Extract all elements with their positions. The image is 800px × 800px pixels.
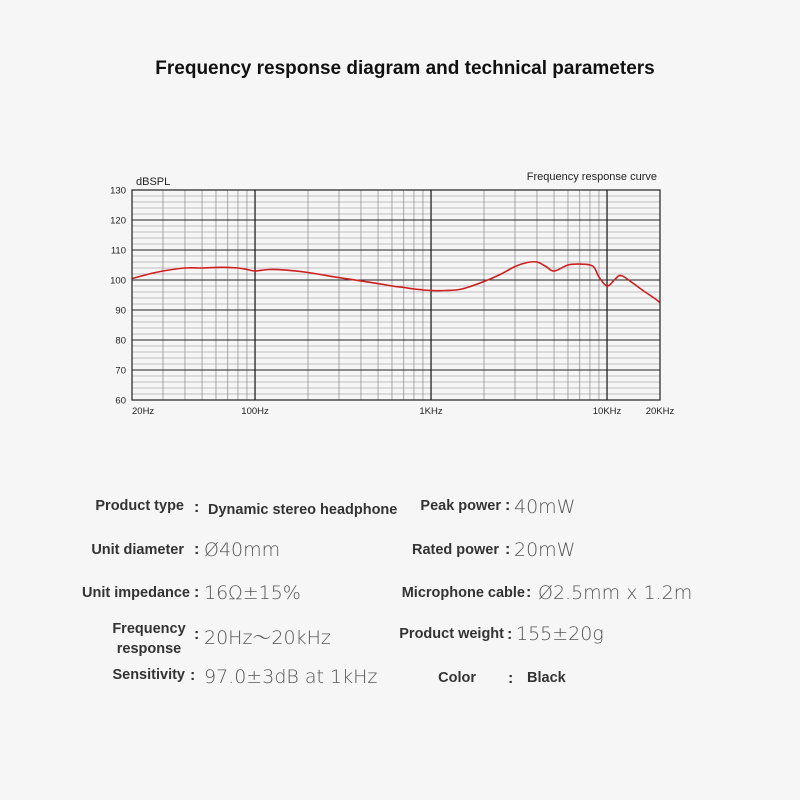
spec-label-unit-impedance: Unit impedance [82, 585, 190, 601]
spec-colon: : [505, 497, 511, 514]
x-tick-label: 100Hz [241, 406, 269, 417]
spec-value-product-type: Dynamic stereo headphone [208, 502, 398, 518]
y-tick-label: 80 [115, 335, 126, 347]
spec-label-frequency-response: Frequency response [112, 621, 186, 657]
x-tick-label: 1KHz [419, 406, 443, 417]
chart-title: Frequency response curve [526, 171, 657, 183]
spec-value-frequency-response: 20Hz～20kHz [204, 627, 331, 649]
spec-label-unit-diameter: Unit diameter [91, 542, 184, 558]
spec-colon: : [526, 584, 532, 601]
y-axis-label: dBSPL [136, 176, 171, 188]
page-title: Frequency response diagram and technical parameters [155, 58, 655, 79]
spec-value-product-weight: 155±20g [516, 623, 604, 645]
spec-value-sensitivity: 97.0±3dB at 1kHz [204, 666, 378, 688]
minor-grid [132, 190, 660, 400]
x-tick-label: 20KHz [645, 406, 675, 417]
spec-colon: : [505, 541, 511, 558]
plot-frame [132, 190, 660, 400]
y-tick-label: 130 [110, 185, 126, 197]
x-tick-labels [132, 406, 675, 417]
spec-colon: : [508, 670, 514, 687]
spec-colon: : [507, 626, 513, 643]
spec-label-color: Color [438, 670, 476, 686]
spec-colon: : [194, 541, 200, 558]
spec-colon: : [194, 584, 200, 601]
spec-label-microphone-cable: Microphone cable [401, 585, 525, 601]
spec-value-microphone-cable: Ø2.5mm x 1.2m [538, 582, 693, 604]
x-tick-label: 10KHz [592, 406, 622, 417]
spec-label-sensitivity: Sensitivity [112, 667, 185, 683]
y-tick-label: 100 [110, 275, 126, 287]
spec-value-peak-power: 40mW [514, 496, 576, 518]
y-tick-label: 110 [110, 245, 126, 257]
spec-colon: : [190, 667, 196, 684]
y-tick-labels [110, 186, 126, 407]
spec-colon: : [194, 499, 200, 516]
major-grid [132, 190, 660, 400]
spec-label-rated-power: Rated power [411, 542, 499, 558]
x-tick-label: 20Hz [132, 406, 155, 417]
y-tick-label: 60 [115, 395, 126, 407]
y-tick-label: 70 [115, 365, 126, 377]
spec-value-rated-power: 20mW [514, 539, 576, 561]
frequency-response-chart [0, 160, 800, 430]
spec-label-product-type: Product type [95, 498, 184, 514]
spec-value-unit-impedance: 16Ω±15% [204, 582, 301, 604]
spec-colon: : [194, 626, 200, 643]
spec-label-peak-power: Peak power [420, 498, 501, 514]
spec-label-product-weight: Product weight [399, 626, 504, 642]
y-tick-label: 120 [110, 215, 126, 227]
spec-value-color: Black [527, 670, 566, 686]
y-tick-label: 90 [115, 305, 126, 317]
spec-value-unit-diameter: Ø40mm [204, 539, 281, 561]
